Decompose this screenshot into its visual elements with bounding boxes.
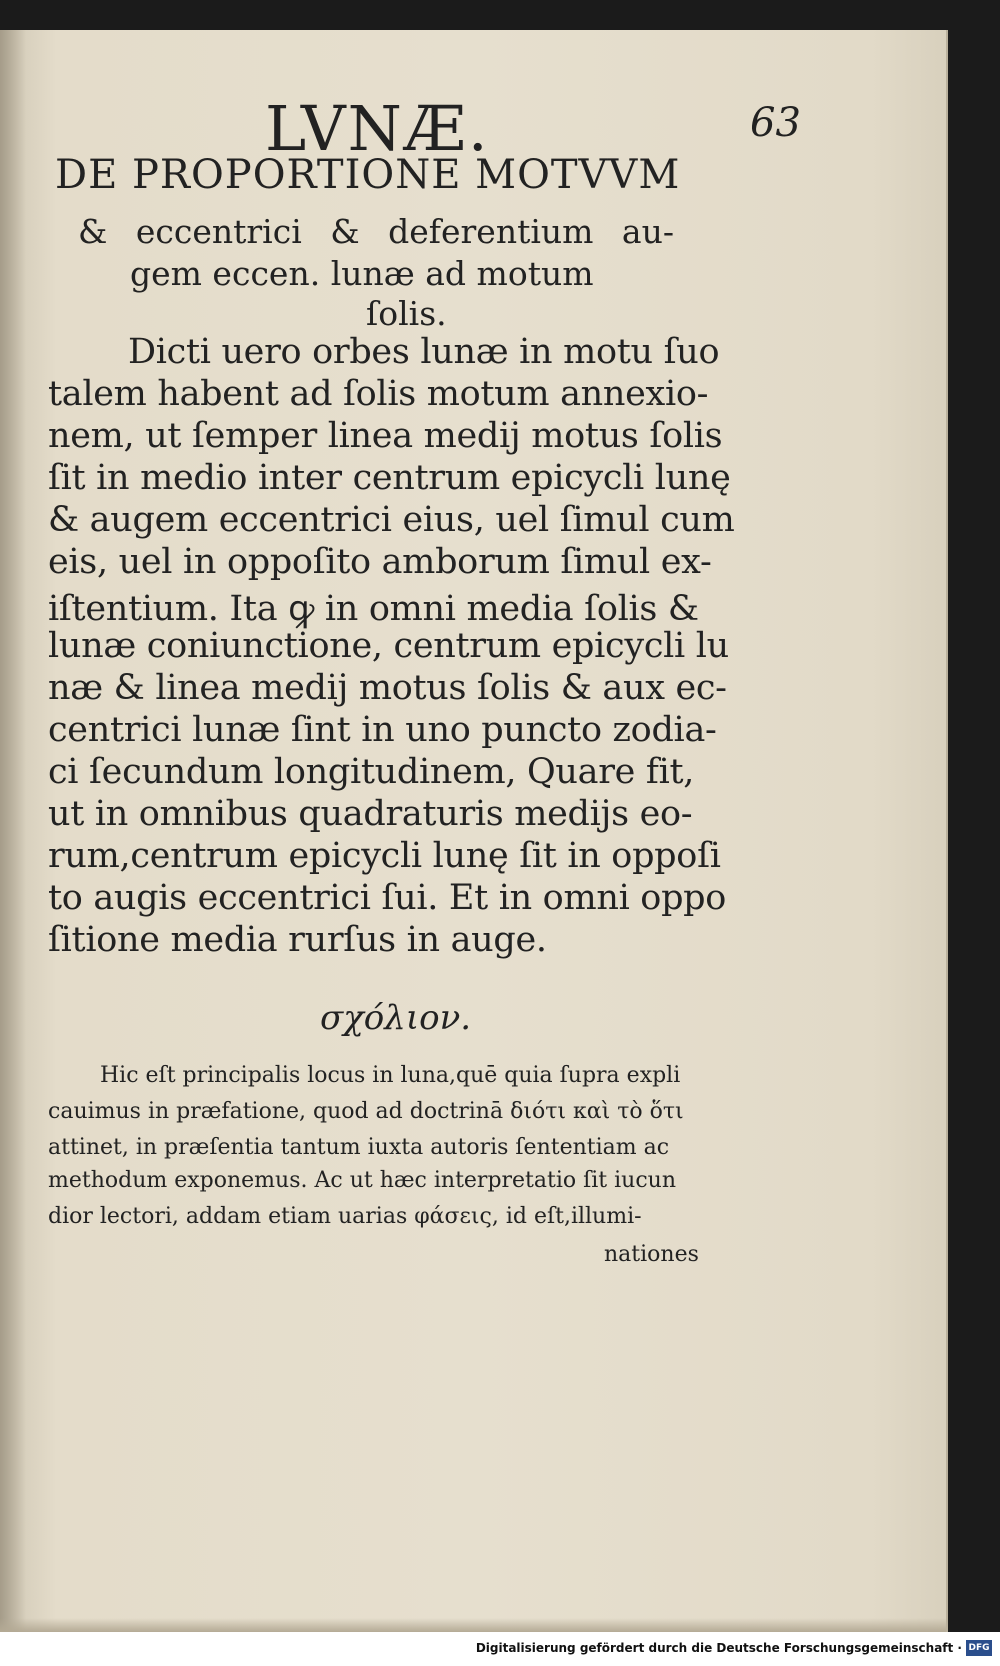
- section-heading-line-4: ſolis.: [366, 294, 447, 333]
- body-line: ſitione media rurſus in auge.: [48, 920, 547, 960]
- body-line: rum,centrum epicycli lunę ſit in oppoſi: [48, 836, 721, 876]
- body-line: & augem eccentrici eius, uel ſimul cum: [48, 500, 735, 540]
- body-line: talem habent ad ſolis motum annexio-: [48, 374, 709, 414]
- footer-bar: [0, 1632, 1000, 1666]
- body-line: ci ſecundum longitudinem, Quare fit,: [48, 752, 695, 792]
- note-line: dior lectori, addam etiam uarias φάσεις, id eſt,illumi-: [48, 1204, 642, 1229]
- body-line: lunæ coniunctione, centrum epicycli lu: [48, 626, 729, 666]
- note-line: cauimus in præfatione, quod ad doctrinā διότι καὶ τὸ ὅτι: [48, 1099, 684, 1124]
- body-line: eis, uel in oppoſito amborum ſimul ex-: [48, 542, 712, 582]
- body-line: iſtentium. Ita ꝙ in omni media ſolis &: [48, 589, 699, 629]
- dfg-logo-icon: DFG: [966, 1640, 992, 1656]
- body-line: næ & linea medij motus ſolis & aux ec-: [48, 668, 727, 708]
- body-line: ut in omnibus quadraturis medijs eo-: [48, 794, 693, 834]
- book-page: [0, 30, 948, 1632]
- section-heading-line-2: & eccentrici & deferentium au-: [78, 212, 675, 251]
- catchword: nationes: [604, 1242, 699, 1267]
- gutter-shadow: [0, 30, 26, 1632]
- scholion-label: σχόλιον.: [320, 998, 472, 1038]
- note-line: Hic eſt principalis locus in luna,quē quia ſupra expli: [100, 1063, 681, 1088]
- section-heading-line-1: DE PROPORTIONE MOTVVM: [55, 152, 681, 198]
- body-line: Dicti uero orbes lunæ in motu ſuo: [128, 332, 720, 372]
- section-heading-line-3: gem eccen. lunæ ad motum: [130, 254, 594, 293]
- body-line: ſit in medio inter centrum epicycli lunę: [48, 458, 731, 498]
- page-bottom-edge: [0, 1618, 946, 1632]
- note-line: attinet, in præſentia tantum iuxta autoris ſententiam ac: [48, 1135, 670, 1160]
- page-number: 63: [750, 100, 801, 146]
- body-line: centrici lunæ ſint in uno puncto zodia-: [48, 710, 717, 750]
- body-line: nem, ut ſemper linea medij motus ſolis: [48, 416, 723, 456]
- note-line: methodum exponemus. Ac ut hæc interpretatio ſit iucun: [48, 1168, 677, 1193]
- running-head: LVNÆ.: [265, 92, 490, 165]
- digitization-credit: Digitalisierung gefördert durch die Deutsche Forschungsgemeinschaft ·: [475, 1641, 962, 1655]
- body-line: to augis eccentrici ſui. Et in omni oppo: [48, 878, 727, 918]
